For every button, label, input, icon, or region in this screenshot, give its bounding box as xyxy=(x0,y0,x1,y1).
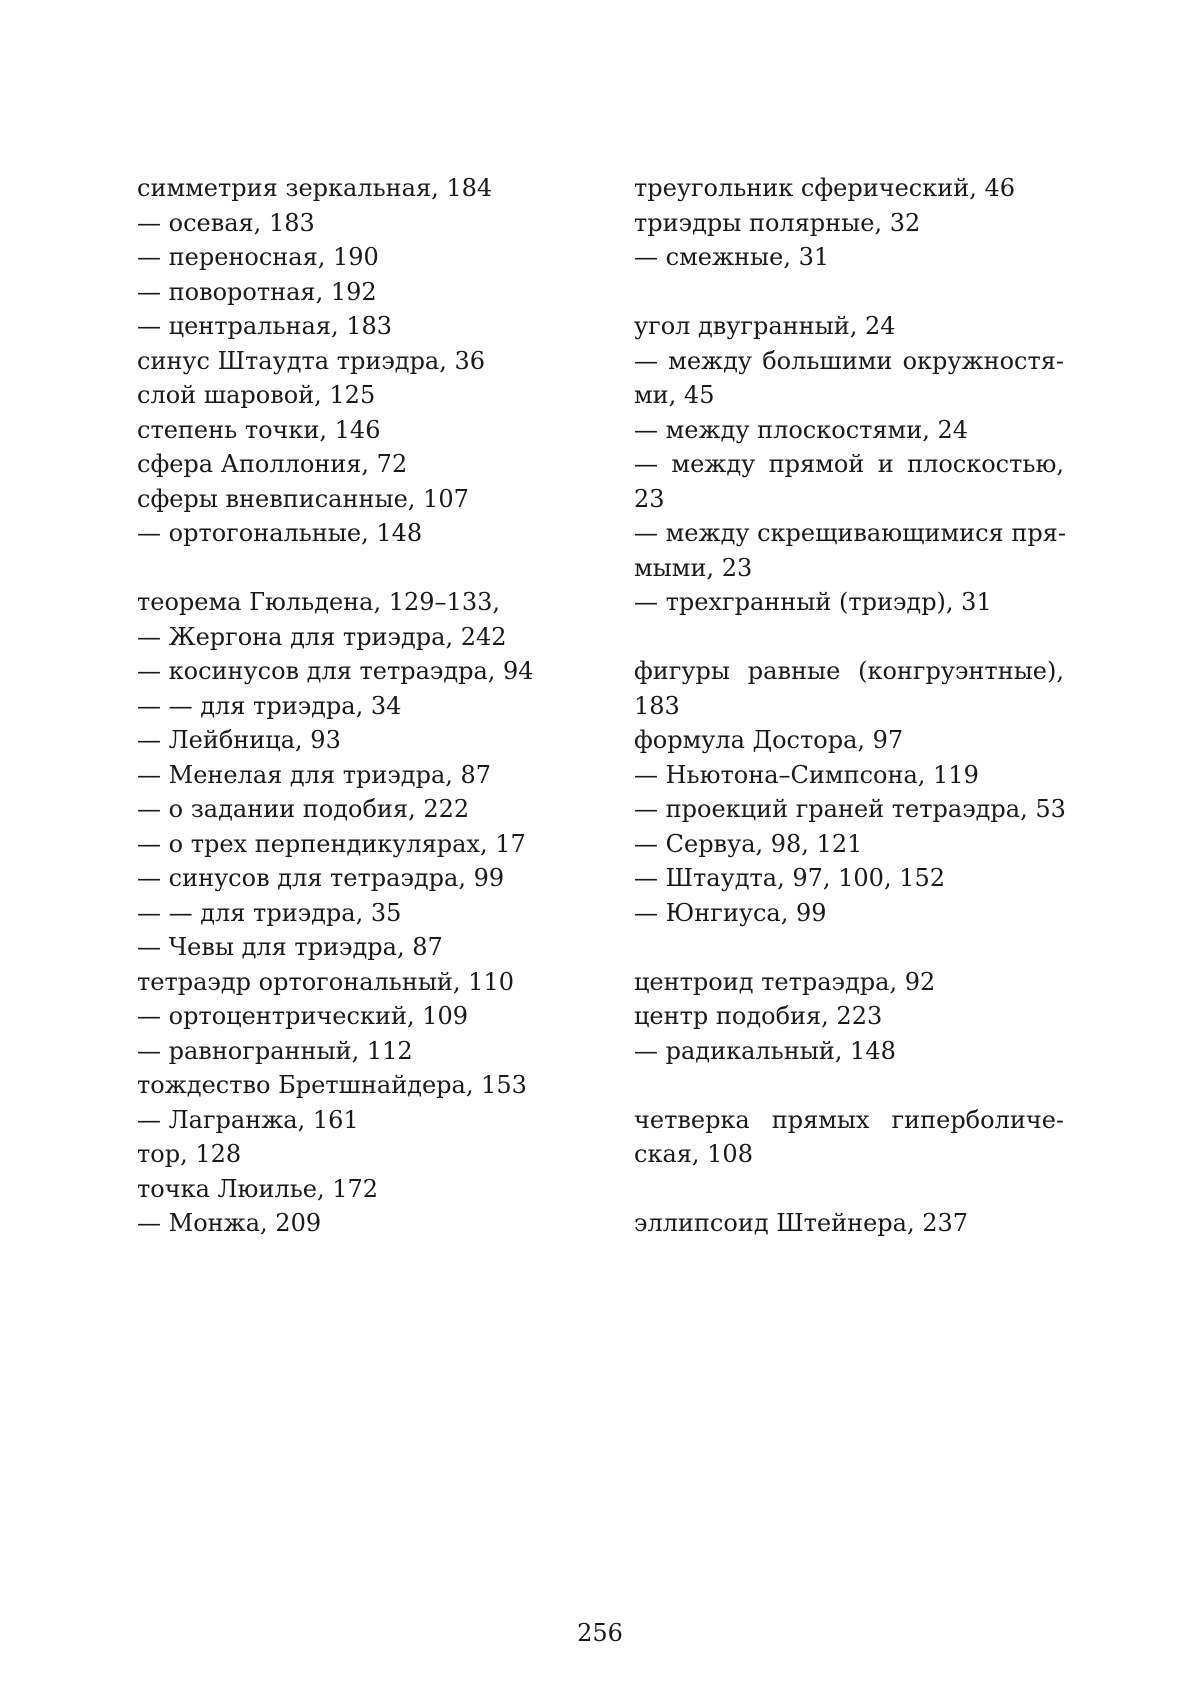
index-entry-line: — Ньютона–Симпсона, 119 xyxy=(634,760,979,789)
index-entry-line: синус Штаудта триэдра, 36 xyxy=(137,346,486,375)
group-separator xyxy=(634,620,1064,655)
index-entry-line: — — для триэдра, 35 xyxy=(137,898,402,927)
index-letter-group xyxy=(634,1206,1064,1241)
index-entry-line: — о трех перпендикулярах, 17 xyxy=(137,829,526,858)
index-entry-line: угол двугранный, 24 xyxy=(634,312,896,340)
index-entry-line: формула Достора, 97 xyxy=(634,726,904,754)
index-entry-line: — Менелая для триэдра, 87 xyxy=(137,760,492,789)
index-entry-line: — Штаудта, 97, 100, 152 xyxy=(634,864,946,892)
index-entry-line: — трехгранный (триэдр), 31 xyxy=(634,588,992,616)
index-entry-line: триэдры полярные, 32 xyxy=(634,208,921,237)
index-entry-line: мыми, 23 xyxy=(634,553,753,582)
index-letter-group xyxy=(137,171,567,551)
index-letter-group xyxy=(634,965,1064,1069)
index-column-left xyxy=(137,171,567,1241)
page-number: 256 xyxy=(577,1619,623,1647)
index-entry-line: 23 xyxy=(634,484,665,513)
index-entry-line: — осевая, 183 xyxy=(137,208,315,237)
index-column-right xyxy=(634,171,1064,1241)
index-entry-line: тождество Бретшнайдера, 153 xyxy=(137,1071,527,1099)
index-entry-line: ская, 108 xyxy=(634,1140,753,1168)
index-entry-line: центроид тетраэдра, 92 xyxy=(634,967,936,996)
group-separator xyxy=(634,275,1064,310)
index-entry-line: — — для триэдра, 34 xyxy=(137,691,402,720)
group-separator xyxy=(137,551,567,586)
index-entry-line: — ортогональные, 148 xyxy=(137,519,423,547)
index-entry-line: — косинусов для тетраэдра, 94 xyxy=(137,657,534,685)
index-entry-line: — поворотная, 192 xyxy=(137,277,377,306)
index-entry-line: фигуры равные (конгруэнтные), xyxy=(634,657,1064,685)
index-entry-line: — центральная, 183 xyxy=(137,312,393,340)
index-entry-line: — равногранный, 112 xyxy=(137,1036,413,1065)
index-entry-line: — смежные, 31 xyxy=(634,243,830,271)
index-entry-line: — между большими окружностя- xyxy=(634,346,1064,375)
index-entry-line: — Монжа, 209 xyxy=(137,1209,322,1237)
index-entry-line: ми, 45 xyxy=(634,381,715,409)
index-entry-line: 183 xyxy=(634,691,680,720)
index-entry-line: — между скрещивающимися пря- xyxy=(634,519,1066,547)
index-letter-group xyxy=(634,171,1064,275)
index-entry-line: сфера Аполлония, 72 xyxy=(137,450,408,478)
index-entry-line: степень точки, 146 xyxy=(137,415,381,444)
index-entry-line: — Юнгиуса, 99 xyxy=(634,898,827,927)
index-entry-line: — о задании подобия, 222 xyxy=(137,795,470,823)
index-entry-line: тор, 128 xyxy=(137,1140,242,1168)
index-entry-line: тетраэдр ортогональный, 110 xyxy=(137,967,514,996)
index-entry-line: — между плоскостями, 24 xyxy=(634,415,969,444)
index-entry-line: четверка прямых гиперболиче- xyxy=(634,1105,1064,1134)
index-entry-line: сферы вневписанные, 107 xyxy=(137,484,469,513)
index-entry-line: теорема Гюльдена, 129–133, xyxy=(137,588,500,616)
index-entry-line: — ортоцентрический, 109 xyxy=(137,1002,469,1030)
index-entry-line: — проекций граней тетраэдра, 53 xyxy=(634,795,1066,823)
index-entry-line: — радикальный, 148 xyxy=(634,1036,896,1065)
index-entry-line: — Чевы для триэдра, 87 xyxy=(137,933,443,961)
group-separator xyxy=(634,930,1064,965)
index-entry-line: центр подобия, 223 xyxy=(634,1002,883,1030)
index-entry-line: — Сервуа, 98, 121 xyxy=(634,829,863,858)
index-entry-line: — Жергона для триэдра, 242 xyxy=(137,622,507,651)
index-letter-group xyxy=(634,654,1064,930)
index-entry-line: точка Люилье, 172 xyxy=(137,1174,379,1203)
index-entry-line: — Лейбница, 93 xyxy=(137,726,341,754)
index-entry-line: эллипсоид Штейнера, 237 xyxy=(634,1209,969,1237)
index-entry-line: — Лагранжа, 161 xyxy=(137,1105,359,1134)
index-entry-line: — переносная, 190 xyxy=(137,243,379,271)
index-letter-group xyxy=(634,309,1064,620)
index-letter-group xyxy=(634,1103,1064,1172)
index-entry-line: треугольник сферический, 46 xyxy=(634,174,1016,202)
index-letter-group xyxy=(137,585,567,1241)
index-entry-line: слой шаровой, 125 xyxy=(137,381,376,409)
index-entry-line: симметрия зеркальная, 184 xyxy=(137,174,493,202)
group-separator xyxy=(634,1068,1064,1103)
group-separator xyxy=(634,1172,1064,1207)
index-entry-line: — между прямой и плоскостью, xyxy=(634,450,1064,478)
index-entry-line: — синусов для тетраэдра, 99 xyxy=(137,864,505,892)
